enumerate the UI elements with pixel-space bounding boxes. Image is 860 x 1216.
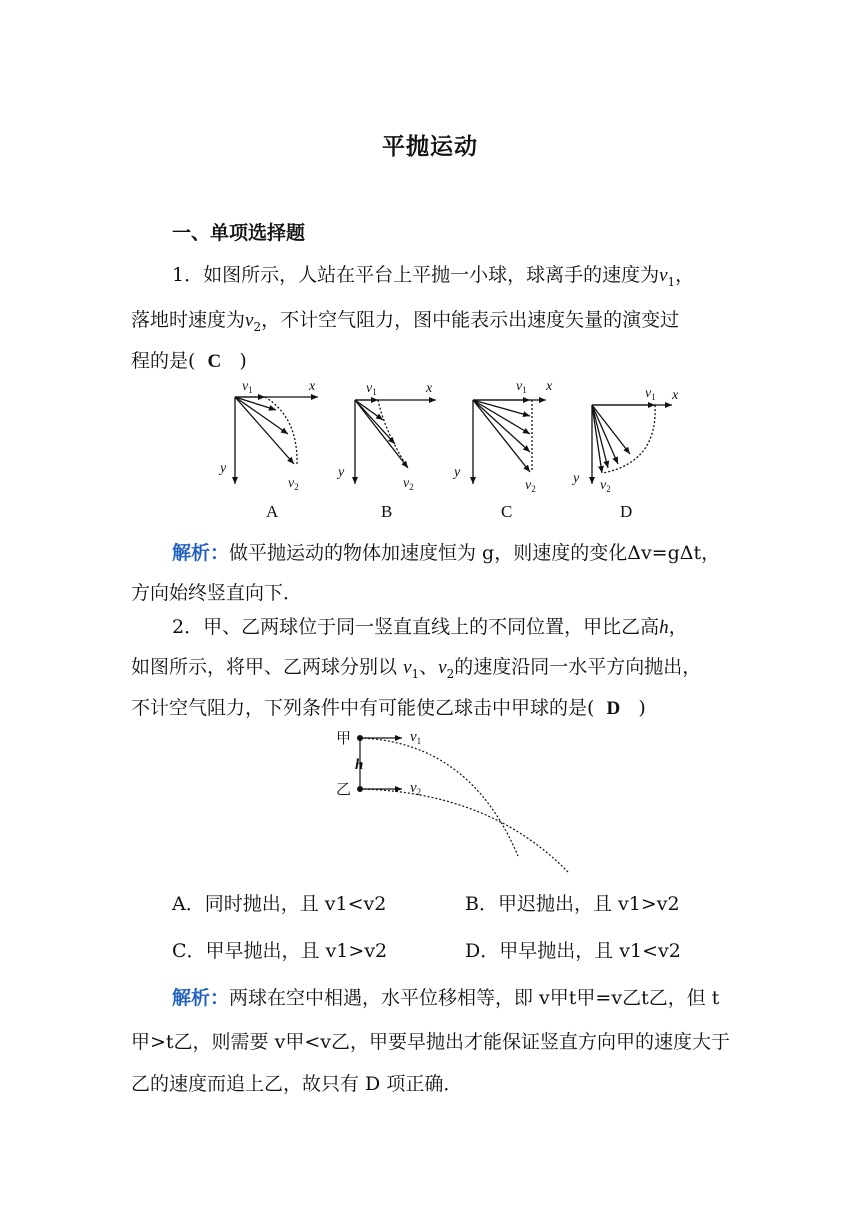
q1-answer: C <box>207 351 222 372</box>
svg-text:x: x <box>672 388 679 403</box>
q2-text-3a: 不计空气阻力，下列条件中有可能使乙球击中甲球的是( <box>131 697 595 719</box>
diagram-c <box>473 400 546 484</box>
diagram-a <box>235 397 318 484</box>
q1-analysis-label: 解析： <box>172 542 230 564</box>
svg-text:v1: $v_1$ <box>645 386 656 402</box>
q2-analysis-line-1 <box>172 983 782 1010</box>
svg-text:D: D <box>620 502 633 521</box>
svg-text:B: B <box>381 502 393 521</box>
section-heading: 一、单项选择题 <box>172 222 306 244</box>
q1-text-3a: 程的是( <box>131 350 196 372</box>
svg-text:v1: $v_1$ <box>366 381 377 397</box>
svg-text:x: x <box>546 379 553 394</box>
q2-v2: v <box>438 657 447 678</box>
q2-line-2 <box>131 652 741 681</box>
svg-text:h: h <box>355 757 364 773</box>
q2-labels <box>336 729 421 798</box>
q2-v2-sub: 2 <box>446 666 455 681</box>
svg-text:A: A <box>266 502 279 521</box>
q2-v1-sub: 1 <box>411 666 420 681</box>
q2-analysis-line-3: 乙的速度而追上乙，故只有 D 项正确． <box>131 1073 463 1095</box>
diagram-d <box>592 405 672 484</box>
q1-v1: v <box>659 265 668 286</box>
svg-text:v2: $v_2$ <box>525 478 536 494</box>
q2-sep: 、 <box>419 656 439 678</box>
svg-text:C: C <box>501 502 513 521</box>
q1-text-3b: ) <box>239 350 247 372</box>
diagram-d-labels <box>571 386 679 521</box>
q2-option-d: D．甲早抛出，且 v1<v2 <box>465 940 681 962</box>
q2-analysis-line-2: 甲>t乙，则需要 v甲<v乙，甲要早抛出才能保证竖直方向甲的速度大于 <box>131 1031 730 1053</box>
q1-text-1a: 1．如图所示，人站在平台上平抛一小球，球离手的速度为 <box>172 264 660 286</box>
svg-text:v1: $v_1$ <box>410 729 422 746</box>
q2-analysis-text-1: 两球在空中相遇，水平位移相等，即 v甲t甲=v乙t乙，但 t <box>229 987 720 1009</box>
ball-jia <box>357 735 363 741</box>
q2-text-1b: ， <box>668 616 688 638</box>
svg-text:x: x <box>309 379 316 394</box>
q1-v1-sub: 1 <box>667 274 676 289</box>
q2-line-1 <box>172 612 782 639</box>
q1-analysis-text-1: 做平抛运动的物体加速度恒为 g，则速度的变化Δv=gΔt， <box>229 542 721 564</box>
svg-text:v2: $v_2$ <box>410 780 422 797</box>
svg-text:v1: $v_1$ <box>242 379 253 395</box>
q2-analysis-label: 解析： <box>172 987 230 1009</box>
q1-text-2a: 落地时速度为 <box>131 309 246 331</box>
q1-text-2b: ，不计空气阻力，图中能表示出速度矢量的演变过 <box>261 309 680 331</box>
svg-text:v2: $v_2$ <box>288 476 299 492</box>
page-title: 平抛运动 <box>382 134 478 160</box>
q2-option-b: B．甲迟抛出，且 v1>v2 <box>465 893 680 915</box>
q2-text-3b: ) <box>638 697 646 719</box>
q1-line-2 <box>131 305 741 334</box>
svg-text:y: y <box>573 471 580 486</box>
ball-yi <box>357 786 363 792</box>
q2-line-3 <box>131 693 741 720</box>
svg-text:v2: $v_2$ <box>403 476 414 492</box>
q2-text-1a: 2．甲、乙两球位于同一竖直直线上的不同位置，甲比乙高 <box>172 616 660 638</box>
q2-answer: D <box>606 698 621 719</box>
q2-option-c: C．甲早抛出，且 v1>v2 <box>172 940 388 962</box>
q2-v1: v <box>403 657 412 678</box>
svg-text:乙: 乙 <box>336 782 352 798</box>
q2-text-2a: 如图所示，将甲、乙两球分别以 <box>131 656 398 678</box>
q2-diagram <box>360 738 568 872</box>
svg-text:甲: 甲 <box>336 731 352 747</box>
diagram-b <box>355 400 436 484</box>
q1-v2: v <box>245 310 254 331</box>
q1-figure <box>210 372 690 524</box>
diagram-b-labels <box>336 381 433 521</box>
svg-text:v1: $v_1$ <box>516 379 527 395</box>
q1-line-1 <box>172 260 782 289</box>
diagram-a-labels <box>218 379 316 521</box>
svg-text:y: y <box>220 461 227 476</box>
q1-analysis-line-2: 方向始终竖直向下． <box>131 582 303 604</box>
svg-text:y: y <box>338 465 345 480</box>
q1-v2-sub: 2 <box>253 319 262 334</box>
q1-analysis-line-1 <box>172 538 782 565</box>
svg-text:v2: $v_2$ <box>600 478 611 494</box>
q1-text-1b: ， <box>675 264 695 286</box>
q1-line-3 <box>131 346 741 373</box>
q2-option-a: A．同时抛出，且 v1<v2 <box>172 893 387 915</box>
q2-text-2b: 的速度沿同一水平方向抛出， <box>454 656 702 678</box>
svg-text:x: x <box>426 381 433 396</box>
q2-h: h <box>659 617 669 638</box>
svg-text:y: y <box>454 465 461 480</box>
q2-figure <box>330 722 580 874</box>
